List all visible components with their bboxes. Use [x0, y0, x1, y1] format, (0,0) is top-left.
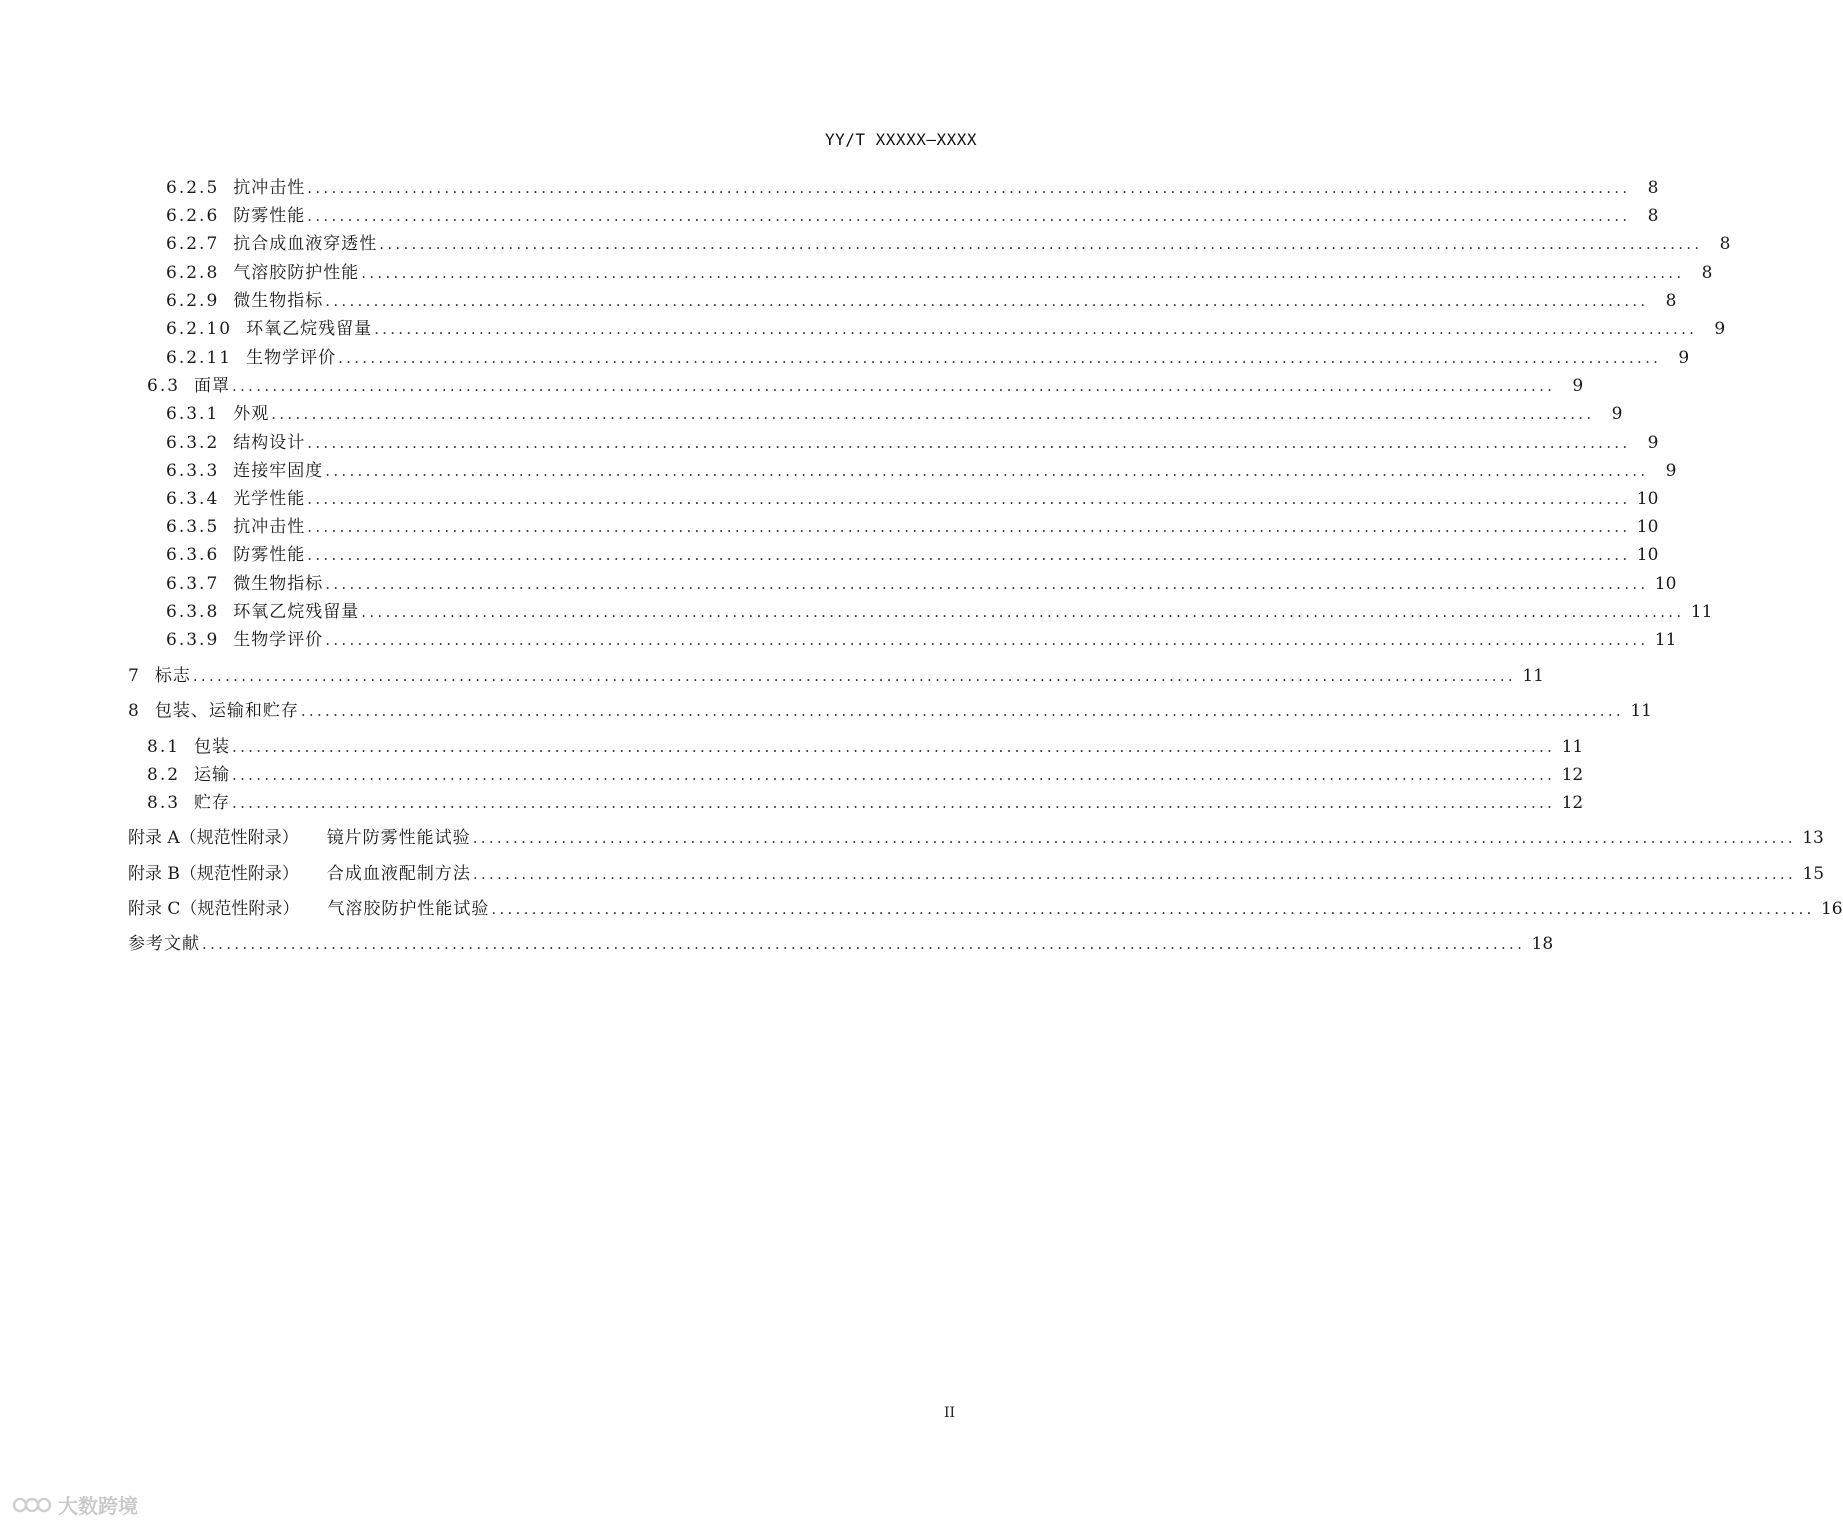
dot-leader: ....................................................................................................................................................................: [325, 292, 1649, 310]
dot-leader: ....................................................................................................................................................................: [307, 434, 1631, 452]
toc-entry-title: 微生物指标: [233, 291, 324, 311]
toc-entry-page: 9: [1678, 348, 1690, 368]
page-number: II: [944, 1405, 956, 1421]
toc-entry[interactable]: [166, 402, 1623, 426]
dot-leader: ....................................................................................................................................................................: [325, 631, 1649, 649]
toc-entry-page: 8: [1701, 263, 1713, 283]
toc-entry[interactable]: [166, 543, 1659, 567]
toc-entry[interactable]: [147, 791, 1584, 815]
toc-entry-title: 标志: [154, 666, 191, 686]
dot-leader: ....................................................................................................................................................................: [232, 794, 1556, 812]
toc-entry-number: 6.2.8: [166, 263, 220, 283]
brand-logo-icon: [12, 1494, 52, 1516]
toc-entry-number: 6.3.4: [166, 489, 220, 509]
toc-entry-page: 10: [1636, 489, 1659, 509]
toc-entry-number: 8.2: [147, 765, 181, 785]
toc-entry[interactable]: [128, 897, 1843, 921]
dot-leader: ....................................................................................................................................................................: [307, 207, 1631, 225]
toc-entry-title: 环氧乙烷残留量: [246, 319, 373, 339]
toc-entry-number: 6.2.7: [166, 234, 220, 254]
dot-leader: ....................................................................................................................................................................: [307, 490, 1631, 508]
toc-entry-title: 合成血液配制方法: [326, 864, 471, 884]
toc-entry-title: 抗冲击性: [233, 178, 306, 198]
toc-entry-title: 面罩: [194, 376, 231, 396]
toc-entry-number: 6.3.1: [166, 404, 220, 424]
toc-entry[interactable]: [166, 628, 1677, 652]
toc-entry-number: 6.2.11: [166, 348, 233, 368]
dot-leader: ....................................................................................................................................................................: [307, 518, 1631, 536]
toc-entry-title: 气溶胶防护性能: [233, 263, 360, 283]
toc-entry-title: 光学性能: [233, 489, 306, 509]
dot-leader: ....................................................................................................................................................................: [300, 702, 1624, 720]
dot-leader: ....................................................................................................................................................................: [202, 935, 1526, 953]
toc-entry[interactable]: [147, 374, 1584, 398]
dot-leader: ....................................................................................................................................................................: [307, 546, 1631, 564]
toc-entry-number: 8.3: [147, 793, 181, 813]
dot-leader: ....................................................................................................................................................................: [325, 462, 1649, 480]
toc-entry-number: 6.3.6: [166, 545, 220, 565]
toc-entry-page: 10: [1636, 545, 1659, 565]
toc-entry-title: 抗冲击性: [233, 517, 306, 537]
toc-entry[interactable]: [147, 735, 1584, 759]
watermark: [12, 1490, 138, 1519]
watermark-text: 大数跨境: [58, 1494, 138, 1518]
toc-entry-number: 6.2.10: [166, 319, 233, 339]
dot-leader: ....................................................................................................................................................................: [361, 603, 1685, 621]
toc-entry-number: 6.2.6: [166, 206, 220, 226]
dot-leader: ....................................................................................................................................................................: [472, 865, 1797, 883]
dot-leader: ....................................................................................................................................................................: [374, 320, 1698, 338]
toc-entry[interactable]: [147, 763, 1584, 787]
toc-entry[interactable]: [128, 699, 1652, 723]
toc-entry-page: 8: [1719, 234, 1731, 254]
toc-entry-page: 10: [1654, 574, 1677, 594]
toc-entry-number: 6.3.5: [166, 517, 220, 537]
toc-entry-number: 6.3.2: [166, 433, 220, 453]
toc-entry-number: 附录 A（规范性附录）: [128, 828, 299, 848]
toc-entry-page: 16: [1820, 899, 1843, 919]
toc-entry-page: 13: [1802, 828, 1824, 848]
toc-entry-page: 11: [1561, 737, 1584, 757]
toc-entry-title: 防雾性能: [233, 545, 306, 565]
dot-leader: ....................................................................................................................................................................: [232, 738, 1556, 756]
toc-entry-number: 7: [128, 666, 141, 686]
toc-entry-title: 贮存: [194, 793, 231, 813]
document-code: YY/T XXXXX—XXXX: [825, 130, 977, 149]
dot-leader: ....................................................................................................................................................................: [232, 377, 1556, 395]
toc-entry[interactable]: [166, 204, 1659, 228]
toc-entry-number: 6.3.9: [166, 630, 220, 650]
toc-entry-number: 附录 B（规范性附录）: [128, 864, 299, 884]
toc-entry[interactable]: [166, 572, 1677, 596]
toc-entry[interactable]: [128, 932, 1554, 956]
toc-entry-page: 9: [1611, 404, 1623, 424]
dot-leader: ....................................................................................................................................................................: [361, 264, 1685, 282]
toc-entry-page: 9: [1665, 461, 1677, 481]
toc-entry-title: 外观: [233, 404, 270, 424]
toc-entry-title: 运输: [194, 765, 231, 785]
dot-leader: ....................................................................................................................................................................: [338, 349, 1662, 367]
toc-entry[interactable]: [166, 600, 1713, 624]
toc-entry-number: 6.3: [147, 376, 181, 396]
toc-entry-page: 18: [1531, 934, 1554, 954]
toc-entry-number: 8: [128, 701, 141, 721]
toc-entry[interactable]: [166, 176, 1659, 200]
toc-entry-title: 镜片防雾性能试验: [326, 828, 471, 848]
dot-leader: ....................................................................................................................................................................: [491, 900, 1815, 918]
toc-entry[interactable]: [128, 664, 1544, 688]
toc-entry-page: 9: [1647, 433, 1659, 453]
toc-entry-page: 15: [1802, 864, 1825, 884]
toc-entry-number: 6.3.3: [166, 461, 220, 481]
toc-entry-page: 12: [1561, 793, 1584, 813]
toc-entry-page: 8: [1647, 178, 1659, 198]
toc-entry-page: 10: [1636, 517, 1659, 537]
toc-entry[interactable]: [166, 459, 1677, 483]
toc-entry[interactable]: [166, 431, 1659, 455]
toc-entry-page: 11: [1522, 666, 1544, 686]
toc-entry[interactable]: [166, 261, 1713, 285]
toc-entry-title: 防雾性能: [233, 206, 306, 226]
toc-entry-number: 6.2.5: [166, 178, 220, 198]
toc-entry-number: 6.3.8: [166, 602, 220, 622]
toc-entry[interactable]: [166, 487, 1659, 511]
toc-entry-title: 包装、运输和贮存: [154, 701, 299, 721]
toc-entry-page: 9: [1714, 319, 1726, 339]
toc-entry-title: 生物学评价: [246, 348, 337, 368]
toc-entry-page: 11: [1630, 701, 1652, 721]
toc-entry-page: 9: [1572, 376, 1584, 396]
toc-entry[interactable]: [166, 515, 1659, 539]
toc-entry-title: 环氧乙烷残留量: [233, 602, 360, 622]
toc-entry[interactable]: [166, 317, 1726, 341]
toc-entry-page: 8: [1665, 291, 1677, 311]
toc-entry-number: 6.3.7: [166, 574, 220, 594]
toc-entry-page: 12: [1561, 765, 1584, 785]
toc-entry-title: 连接牢固度: [233, 461, 324, 481]
toc-entry-title: 包装: [194, 737, 231, 757]
dot-leader: ....................................................................................................................................................................: [472, 829, 1796, 847]
dot-leader: ....................................................................................................................................................................: [271, 405, 1595, 423]
dot-leader: ....................................................................................................................................................................: [192, 667, 1516, 685]
toc-entry-number: 附录 C（规范性附录）: [128, 899, 300, 919]
toc-entry-page: 11: [1654, 630, 1677, 650]
toc-entry-page: 8: [1647, 206, 1659, 226]
toc-entry-title: 气溶胶防护性能试验: [327, 899, 490, 919]
toc-entry[interactable]: [166, 232, 1731, 256]
toc-entry-page: 11: [1690, 602, 1713, 622]
dot-leader: ....................................................................................................................................................................: [232, 766, 1556, 784]
toc-entry[interactable]: [128, 862, 1825, 886]
toc-entry-title: 生物学评价: [233, 630, 324, 650]
dot-leader: ....................................................................................................................................................................: [379, 235, 1703, 253]
dot-leader: ....................................................................................................................................................................: [307, 179, 1631, 197]
toc-entry-title: 微生物指标: [233, 574, 324, 594]
toc-entry-number: 6.2.9: [166, 291, 220, 311]
toc-entry-title: 参考文献: [128, 934, 200, 954]
toc-entry[interactable]: [166, 346, 1690, 370]
toc-entry-number: 8.1: [147, 737, 181, 757]
toc-entry-title: 结构设计: [233, 433, 306, 453]
toc-entry[interactable]: [166, 289, 1677, 313]
toc-entry-title: 抗合成血液穿透性: [233, 234, 378, 254]
dot-leader: ....................................................................................................................................................................: [325, 575, 1649, 593]
toc-entry[interactable]: [128, 826, 1824, 850]
